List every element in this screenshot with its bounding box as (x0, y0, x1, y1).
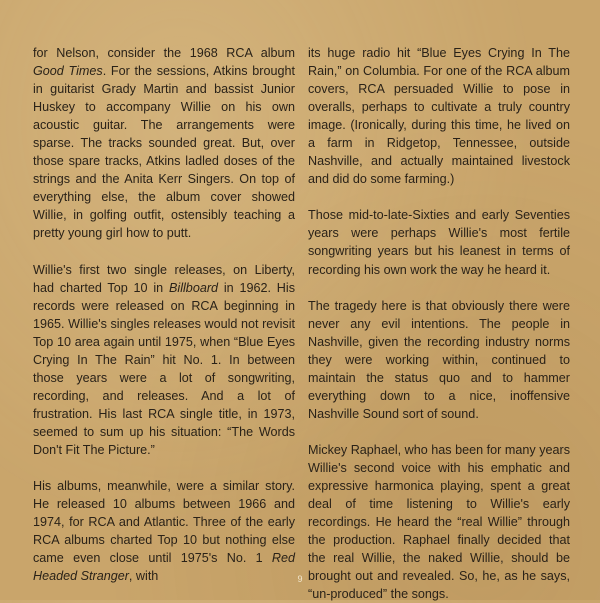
right-column (308, 44, 570, 603)
album-title: Good Times (33, 64, 103, 79)
text-run: The tragedy here is that obviously there were never any evil intentions. The people in Nashville, given the recording industry norms they were working within, continued to maintain the status quo and to hammer everything down to a nice, inoffensive Nashville Sound sort of sound. (308, 298, 570, 421)
text-run: for Nelson, consider the 1968 RCA album (33, 46, 295, 60)
paragraph (308, 297, 570, 423)
paragraph (308, 44, 570, 188)
album-title: Red Headed Stranger (33, 551, 295, 584)
text-run: in 1962. His records were released on RCA beginning in 1965. Willie's singles releases would not revisit Top 10 area again until 1975, when “Blue Eyes Crying In The Rain” hit No. 1. In between those years were a lot of songwriting, recording, and releases. And a lot of frustration. His last RCA single title, in 1973, seemed to sum up his situation: “The Words Don't Fit The Picture.” (33, 280, 295, 457)
left-column (33, 44, 295, 585)
text-run: Willie's first two single releases, on Liberty, had charted Top 10 in (33, 262, 295, 295)
paragraph (33, 261, 295, 460)
text-run: its huge radio hit “Blue Eyes Crying In The Rain,” on Columbia. For one of the RCA album covers, RCA persuaded Willie to pose in overalls, perhaps to cultivate a truly country image. (Ironically, during this time, he lived on a farm in Ridgetop, Tennessee, outside Nashville, and actually maintained livestock and did do some farming.) (308, 46, 570, 187)
paragraph (33, 44, 295, 243)
paragraph (33, 477, 295, 585)
publication-title: Billboard (169, 280, 219, 295)
text-run: Mickey Raphael, who has been for many years Willie's second voice with his emphatic and expressive harmonica playing, spent a great deal of time listening to Willie's early recordings. He heard the “real Willie” through the production. Raphael finally decided that the real Willie, the naked Willie, should be brought out and revealed. So, he, as he says, “un-produced” the songs. (308, 442, 570, 602)
paragraph (308, 206, 570, 278)
text-run: , with (128, 569, 159, 584)
page-number: 9 (297, 574, 303, 584)
text-run: Those mid-to-late-Sixties and early Seventies years were perhaps Willie's most fertile songwriting years but his leanest in terms of recording his own work the way he heard it. (308, 208, 570, 277)
text-run: . For the sessions, Atkins brought in guitarist Grady Martin and bassist Junior Huskey to accompany Willie on his own acoustic guitar. The arrangements were sparse. The tracks sounded great. But, over those spare tracks, Atkins ladled doses of the strings and the Anita Kerr Singers. On top of everything else, the album cover showed Willie, in golfing outfit, ostensibly teaching a pretty young girl how to putt. (33, 64, 295, 241)
text-run: His albums, meanwhile, were a similar story. He released 10 albums between 1966 and 1974, for RCA and Atlantic. Three of the early RCA albums charted Top 10 but nothing else came even close until 1975's No. 1 (33, 479, 295, 566)
